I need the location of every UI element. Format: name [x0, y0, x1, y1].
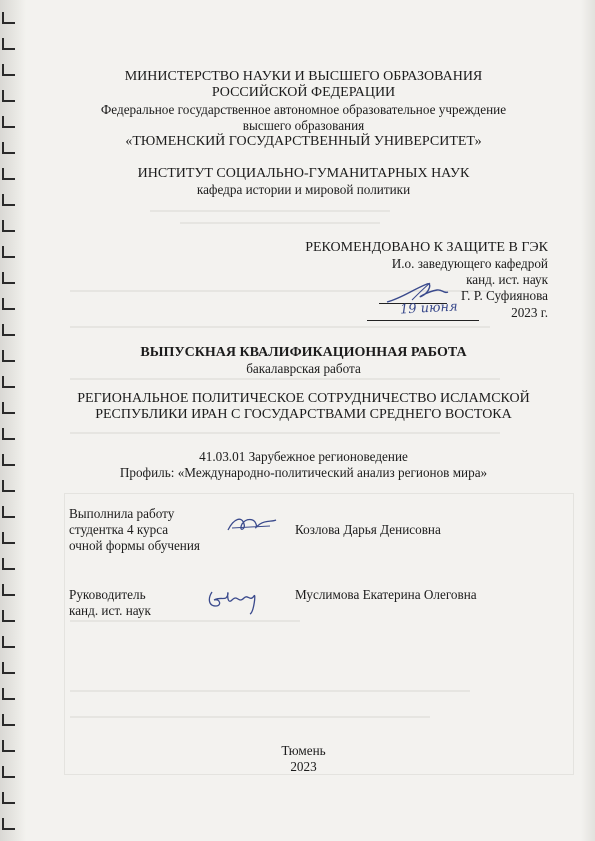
show-through [70, 326, 490, 328]
institute-name: ИНСТИТУТ СОЦИАЛЬНО-ГУМАНИТАРНЫХ НАУК [137, 166, 470, 181]
supervisor-signature [204, 584, 264, 616]
binding-hole [2, 38, 15, 50]
supervisor-line2: канд. ист. наук [69, 603, 151, 618]
binding-hole [2, 792, 15, 804]
binding-hole [2, 376, 15, 388]
binding-hole [2, 428, 15, 440]
binding-hole [2, 454, 15, 466]
work-title-line2: РЕСПУБЛИКИ ИРАН С ГОСУДАРСТВАМИ СРЕДНЕГО ВОСТОКА [95, 407, 512, 422]
institution-line2: высшего образования [242, 118, 365, 133]
city: Тюмень [281, 743, 326, 758]
supervisor-line1: Руководитель [69, 587, 146, 602]
show-through [70, 716, 430, 718]
binding-strip [0, 0, 26, 841]
approval-date-handwritten: 19 июня [399, 299, 459, 318]
head-title: И.о. заведующего кафедрой [391, 256, 548, 271]
department-name: кафедра истории и мировой политики [196, 182, 411, 197]
institution-line1: Федеральное государственное автономное образовательное учреждение [100, 102, 507, 117]
university-name: «ТЮМЕНСКИЙ ГОСУДАРСТВЕННЫЙ УНИВЕРСИТЕТ» [125, 134, 482, 149]
show-through [70, 690, 470, 692]
year: 2023 [290, 759, 317, 774]
binding-hole [2, 298, 15, 310]
show-through [180, 222, 380, 224]
binding-hole [2, 142, 15, 154]
binding-hole [2, 532, 15, 544]
profile: Профиль: «Международно-политический анализ регионов мира» [119, 465, 488, 480]
binding-hole [2, 584, 15, 596]
show-through [70, 432, 500, 434]
work-type: ВЫПУСКНАЯ КВАЛИФИКАЦИОННАЯ РАБОТА [140, 345, 467, 360]
ministry-line2: РОССИЙСКОЙ ФЕДЕРАЦИИ [211, 85, 396, 100]
binding-hole [2, 246, 15, 258]
binding-hole [2, 272, 15, 284]
binding-hole [2, 116, 15, 128]
student-line1: Выполнила работу [69, 506, 175, 521]
binding-hole [2, 90, 15, 102]
binding-hole [2, 688, 15, 700]
show-through [70, 620, 300, 622]
binding-hole [2, 64, 15, 76]
binding-hole [2, 350, 15, 362]
binding-hole [2, 194, 15, 206]
student-line3: очной формы обучения [69, 538, 200, 553]
approval-year: 2023 г. [511, 305, 548, 320]
binding-hole [2, 558, 15, 570]
binding-hole [2, 610, 15, 622]
binding-hole [2, 818, 15, 830]
head-name: Г. Р. Суфиянова [461, 288, 548, 303]
student-signature [224, 512, 280, 538]
binding-hole [2, 168, 15, 180]
binding-hole [2, 766, 15, 778]
supervisor-name: Муслимова Екатерина Олеговна [295, 587, 477, 602]
specialty-code: 41.03.01 Зарубежное регионоведение [199, 449, 408, 464]
date-line [367, 320, 479, 321]
binding-hole [2, 220, 15, 232]
binding-hole [2, 402, 15, 414]
show-through [70, 378, 500, 380]
binding-hole [2, 662, 15, 674]
binding-hole [2, 324, 15, 336]
ministry-line1: МИНИСТЕРСТВО НАУКИ И ВЫСШЕГО ОБРАЗОВАНИЯ [124, 69, 483, 84]
student-line2: студентка 4 курса [69, 522, 169, 537]
work-title-line1: РЕГИОНАЛЬНОЕ ПОЛИТИЧЕСКОЕ СОТРУДНИЧЕСТВО ИСЛАМСКОЙ [77, 391, 530, 406]
show-through [150, 210, 390, 212]
binding-hole [2, 636, 15, 648]
head-degree: канд. ист. наук [466, 272, 548, 287]
page-edge-shadow [581, 0, 595, 841]
binding-hole [2, 740, 15, 752]
binding-hole [2, 12, 15, 24]
binding-hole [2, 714, 15, 726]
recommended-label: РЕКОМЕНДОВАНО К ЗАЩИТЕ В ГЭК [305, 240, 548, 255]
work-level: бакалаврская работа [246, 361, 361, 376]
binding-hole [2, 506, 15, 518]
binding-hole [2, 480, 15, 492]
student-name: Козлова Дарья Денисовна [295, 522, 441, 537]
